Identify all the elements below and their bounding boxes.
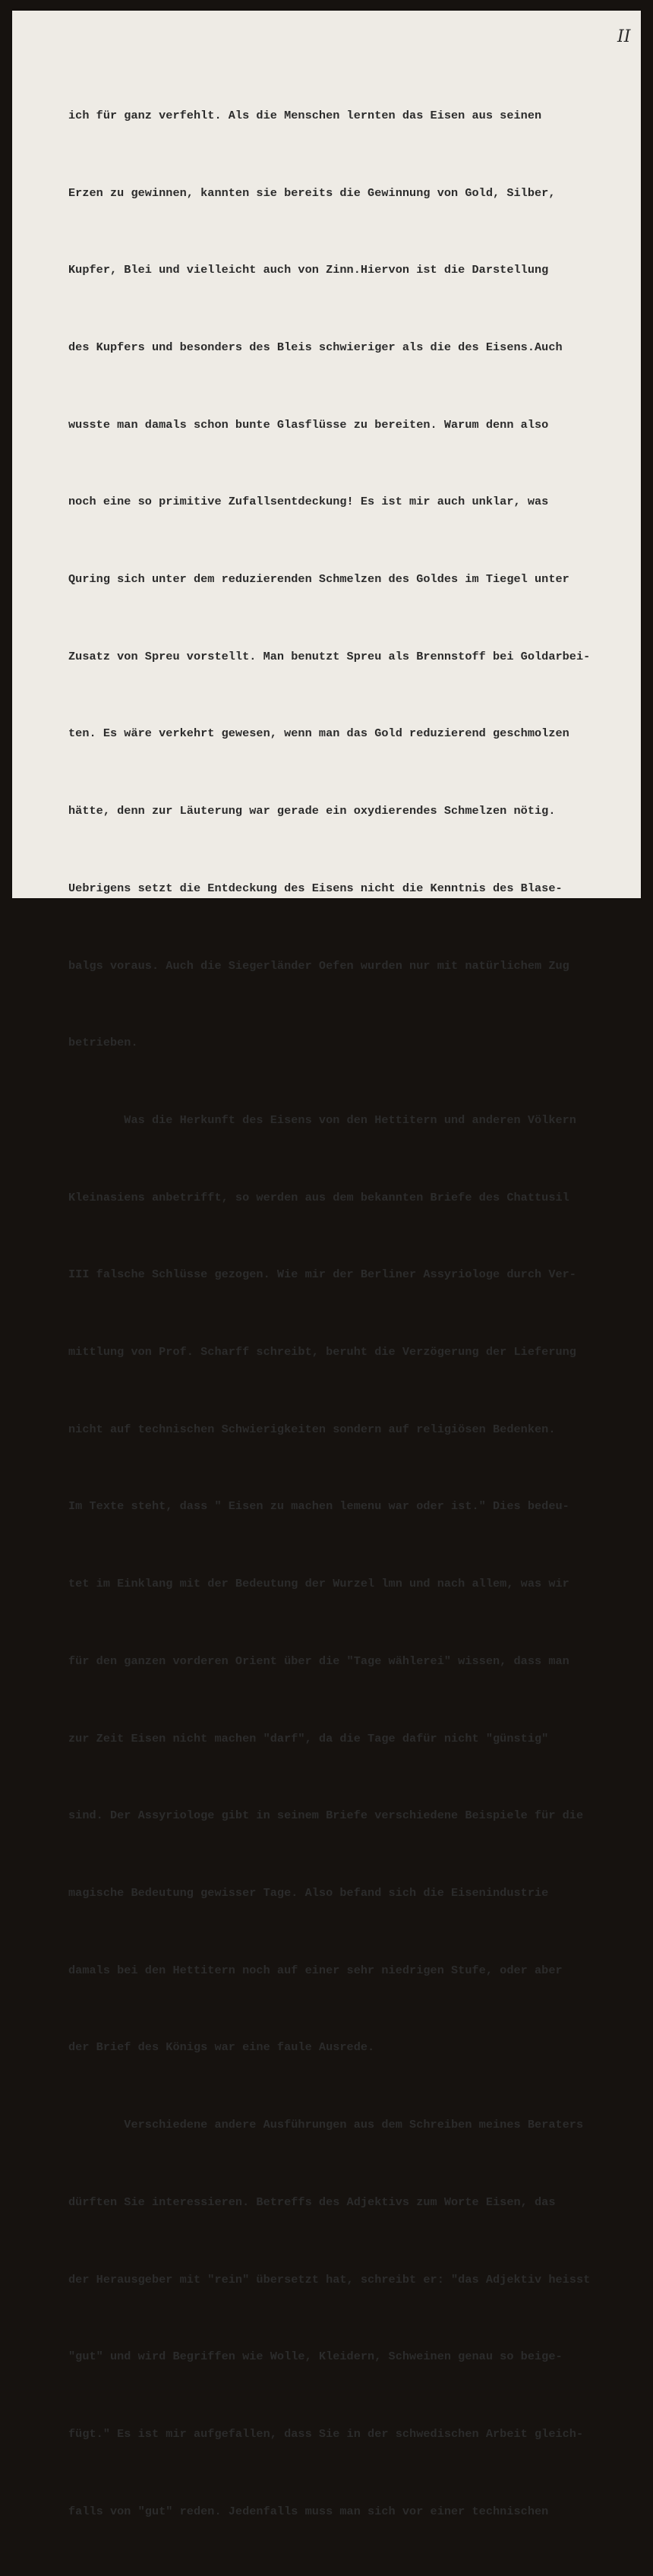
text-line: Erzen zu gewinnen, kannten sie bereits die Gewinnung von Gold, Silber, [68, 185, 556, 200]
text-line: tet im Einklang mit der Bedeutung der Wurzel lmn und nach allem, was wir [68, 1577, 569, 1591]
text-line: der Brief des Königs war eine faule Ausrede. [68, 2040, 375, 2055]
document-page [12, 11, 641, 2518]
text-line: damals bei den Hettitern noch auf einer sehr niedrigen Stufe, oder aber [68, 1963, 563, 1977]
text-line: wusste man damals schon bunte Glasflüsse zu bereiten. Warum denn also [68, 417, 549, 432]
text-line: mittlung von Prof. Scharff schreibt, beruht die Verzögerung der Lieferung [68, 1345, 576, 1359]
text-line: dürften Sie interessieren. Betreffs des Adjektivs zum Worte Eisen, das [68, 2195, 556, 2209]
text-line: Was die Herkunft des Eisens von den Hettitern und anderen Völkern [68, 1112, 576, 1127]
text-line: Kupfer, Blei und vielleicht auch von Zinn.Hiervon ist die Darstellung [68, 263, 549, 277]
text-line: ich für ganz verfehlt. Als die Menschen lernten das Eisen aus seinen [68, 108, 542, 122]
text-line: ten. Es wäre verkehrt gewesen, wenn man das Gold reduzierend geschmolzen [68, 726, 569, 741]
page-number: II [617, 27, 631, 46]
text-line: noch eine so primitive Zufallsentdeckung! Es ist mir auch unklar, was [68, 495, 549, 509]
text-line: betrieben. [68, 1036, 138, 1050]
text-line: sind. Der Assyriologe gibt in seinem Briefe verschiedene Beispiele für die [68, 1809, 584, 1823]
text-line: Zusatz von Spreu vorstellt. Man benutzt Spreu als Brennstoff bei Goldarbei- [68, 649, 591, 663]
typewritten-text [68, 52, 645, 2576]
text-line: der Herausgeber mit "rein" übersetzt hat, schreibt er: "das Adjektiv heisst [68, 2272, 591, 2286]
text-line: Im Texte steht, dass " Eisen zu machen lemenu war oder ist." Dies bedeu- [68, 1499, 569, 1514]
text-line: magische Bedeutung gewisser Tage. Also befand sich die Eisenindustrie [68, 1885, 549, 1900]
text-line: nicht auf technischen Schwierigkeiten sondern auf religiösen Bedenken. [68, 1422, 556, 1436]
text-line: Kleinasiens anbetrifft, so werden aus dem bekannten Briefe des Chattusil [68, 1190, 569, 1204]
text-line: balgs voraus. Auch die Siegerländer Oefen wurden nur mit natürlichem Zug [68, 958, 569, 973]
text-line: des Kupfers und besonders des Bleis schwieriger als die des Eisens.Auch [68, 340, 563, 354]
text-line: III falsche Schlüsse gezogen. Wie mir der Berliner Assyriologe durch Ver- [68, 1267, 576, 1282]
text-line: für den ganzen vorderen Orient über die "Tage wählerei" wissen, dass man [68, 1654, 569, 1668]
text-line: falls von "gut" reden. Jedenfalls muss man sich vor einer technischen [68, 2504, 549, 2518]
text-line: "gut" und wird Begriffen wie Wolle, Kleidern, Schweinen genau so beige- [68, 2350, 563, 2364]
text-line: fügt." Es ist mir aufgefallen, dass Sie in der schwedischen Arbeit gleich- [68, 2426, 584, 2441]
text-line: hätte, denn zur Läuterung war gerade ein oxydierendes Schmelzen nötig. [68, 804, 556, 818]
text-line: zur Zeit Eisen nicht machen "darf", da die Tage dafür nicht "günstig" [68, 1731, 549, 1745]
text-line: Uebrigens setzt die Entdeckung des Eisens nicht die Kenntnis des Blase- [68, 881, 563, 895]
text-line: Quring sich unter dem reduzierenden Schmelzen des Goldes im Tiegel unter [68, 572, 569, 587]
text-line: Verschiedene andere Ausführungen aus dem Schreiben meines Beraters [68, 2118, 584, 2132]
